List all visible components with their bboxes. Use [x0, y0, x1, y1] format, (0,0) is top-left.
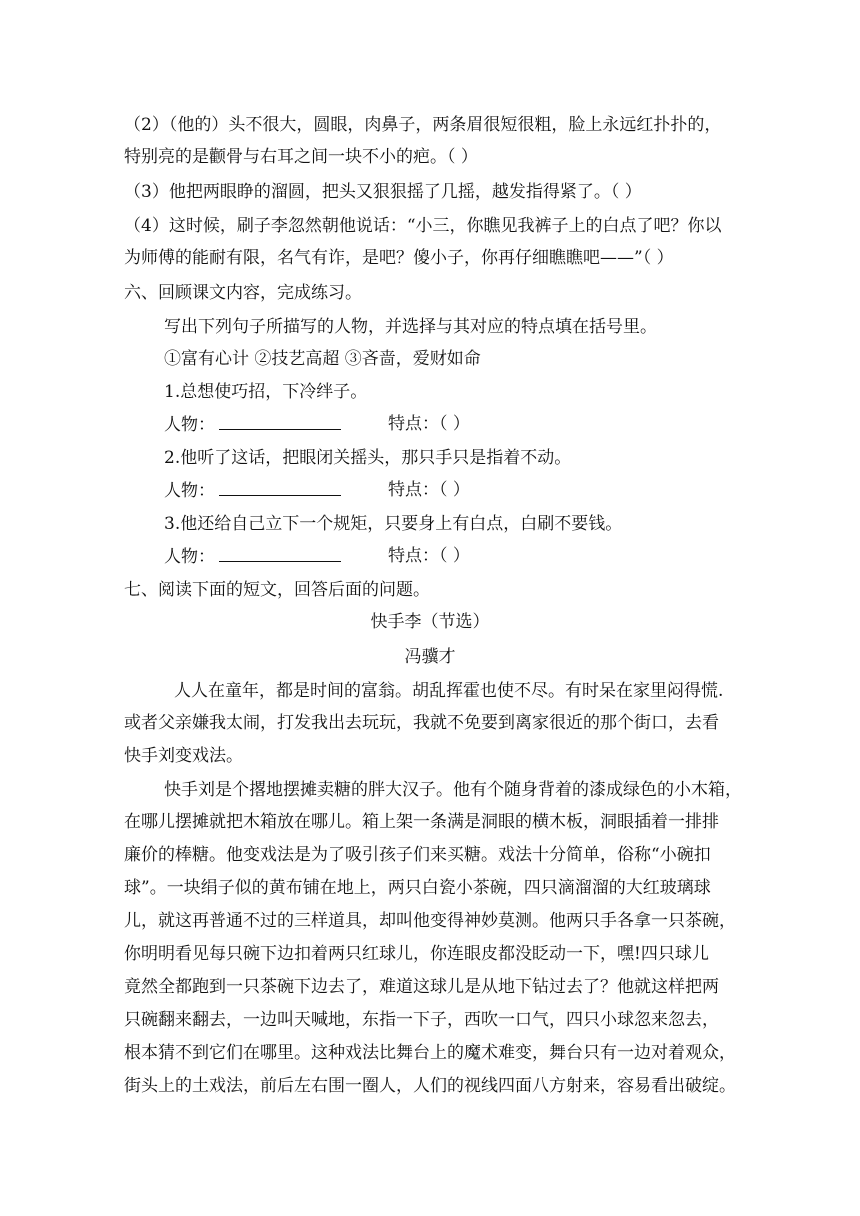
item-3-trait[interactable]: 特点：（ ）	[388, 546, 470, 566]
paragraph-2-line: 球”。一块绢子似的黄布铺在地上，两只白瓷小茶碗，四只滴溜溜的大红玻璃球	[124, 878, 711, 898]
item-2-trait[interactable]: 特点：（ ）	[388, 480, 470, 500]
article-title: 快手李（节选）	[370, 612, 490, 632]
paragraph-2-line: 竟然全都跑到一只茶碗下边去了，难道这球儿是从地下钻过去了？他就这样把两	[124, 977, 719, 997]
section-6-title: 六、回顾课文内容，完成练习。	[124, 283, 362, 303]
item-3-sentence: 3.他还给自己立下一个规矩，只要身上有白点，白刷不要钱。	[164, 514, 623, 534]
paragraph-2-line: 根本猜不到它们在哪里。这种戏法比舞台上的魔术难变，舞台只有一边对着观众，	[124, 1043, 736, 1063]
paragraph-2-line: 只碗翻来翻去，一边叫天喊地，东指一下子，西吹一口气，四只小球忽来忽去，	[124, 1010, 719, 1030]
item-3-answer-row	[164, 545, 345, 568]
item-1-answer-row	[164, 413, 345, 436]
paragraph-2-line: 快手刘是个撂地摆摊卖糖的胖大汉子。他有个随身背着的漆成绿色的小木箱，	[164, 780, 742, 800]
item-2-sentence: 2.他听了这话，把眼闭关摇头，那只手只是指着不动。	[164, 448, 572, 468]
paragraph-1-line: 快手刘变戏法。	[124, 746, 243, 766]
item-1-trait[interactable]: 特点：（ ）	[388, 414, 470, 434]
paragraph-2-line: 廉价的棒糖。他变戏法是为了吸引孩子们来买糖。戏法十分简单，俗称“小碗扣	[124, 845, 711, 865]
paragraph-1-line: 人人在童年，都是时间的富翁。胡乱挥霍也使不尽。有时呆在家里闷得慌.	[174, 681, 724, 701]
q2-line-1: （2）（他的）头不很大，圆眼，肉鼻子，两条眉很短很粗，脸上永远红扑扑的，	[124, 115, 722, 135]
q4-line-1: （4）这时候，刷子李忽然朝他说话：“小三，你瞧见我裤子上的白点了吧？你以	[124, 216, 722, 236]
q4-line-2: 为师傅的能耐有限，名气有诈，是吧？傻小子，你再仔细瞧瞧吧——”（ ）	[124, 248, 674, 268]
q2-line-2: 特别亮的是颧骨与右耳之间一块不小的疤。（ ）	[124, 147, 478, 167]
paragraph-2-line: 儿，就这再普通不过的三样道具，却叫他变得神妙莫测。他两只手各拿一只茶碗，	[124, 911, 736, 931]
person-label: 人物：	[164, 481, 215, 501]
person-answer-blank[interactable]	[219, 479, 341, 496]
section-7-title: 七、阅读下面的短文，回答后面的问题。	[124, 580, 430, 600]
person-label: 人物：	[164, 547, 215, 567]
person-label: 人物：	[164, 415, 215, 435]
section-6-instruction: 写出下列句子所描写的人物，并选择与其对应的特点填在括号里。	[164, 317, 657, 337]
paragraph-2-line: 在哪儿摆摊就把木箱放在哪儿。箱上架一条满是洞眼的横木板，洞眼插着一排排	[124, 812, 719, 832]
item-1-sentence: 1.总想使巧招，下冷绊子。	[164, 382, 368, 402]
trait-options: ①富有心计 ②技艺高超 ③吝啬，爱财如命	[164, 349, 481, 369]
person-answer-blank[interactable]	[219, 545, 341, 562]
paragraph-1-line: 或者父亲嫌我太闹，打发我出去玩玩，我就不免要到离家很近的那个街口，去看	[124, 713, 719, 733]
article-author: 冯骥才	[404, 647, 456, 667]
item-2-answer-row	[164, 479, 345, 502]
q3-line: （3）他把两眼睁的溜圆，把头又狠狠摇了几摇，越发指得紧了。（ ）	[124, 182, 642, 202]
person-answer-blank[interactable]	[219, 413, 341, 430]
paragraph-2-line: 你明明看见每只碗下边扣着两只红球儿，你连眼皮都没眨动一下，嘿!四只球儿	[124, 944, 709, 964]
paragraph-2-line: 街头上的土戏法，前后左右围一圈人，人们的视线四面八方射来，容易看出破绽。	[124, 1076, 736, 1096]
